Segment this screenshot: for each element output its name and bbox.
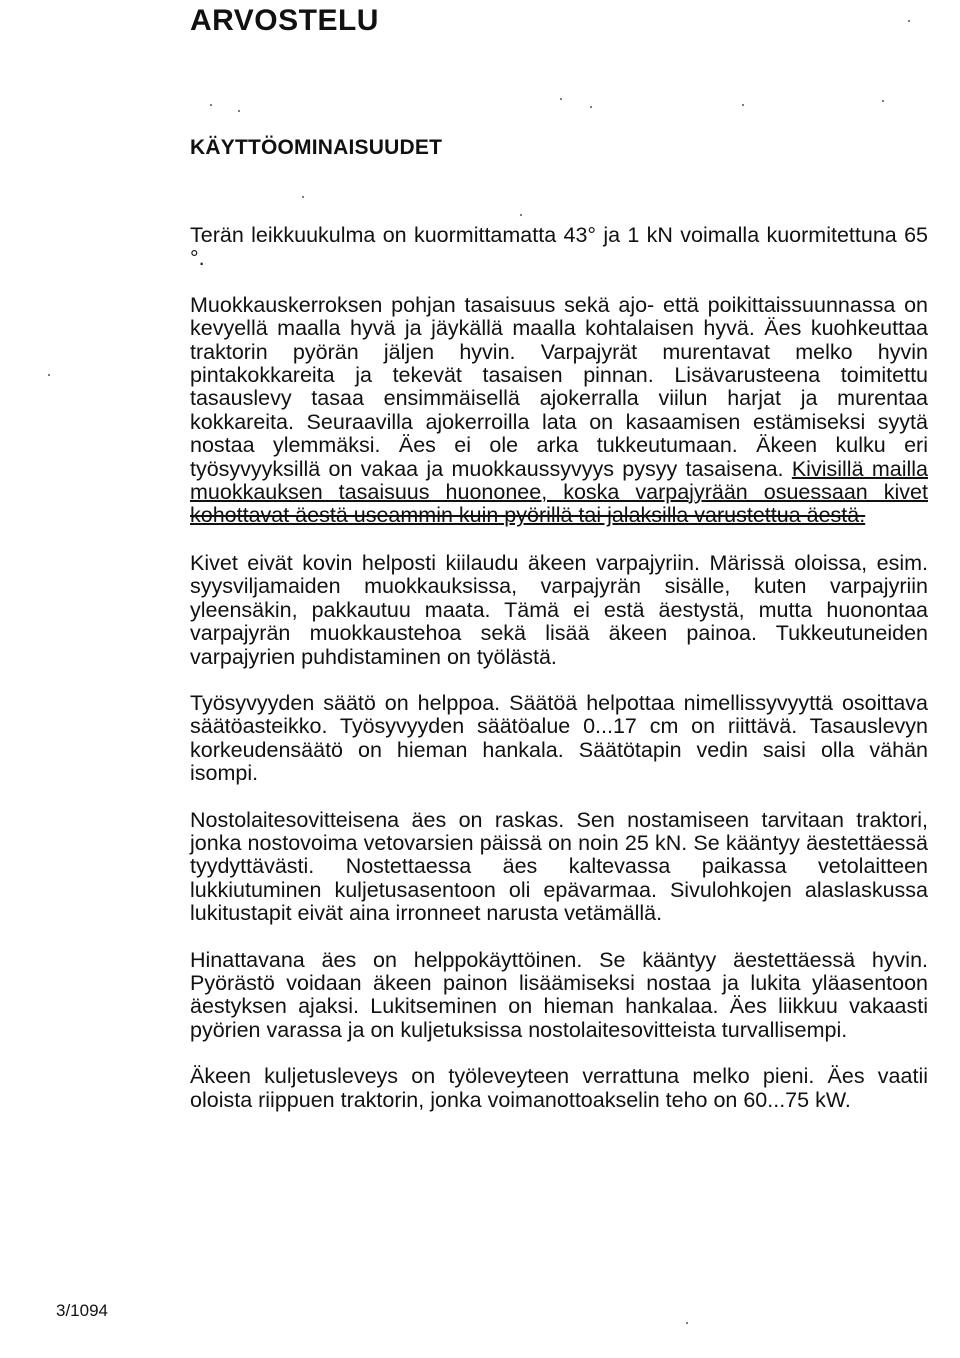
scan-speck [686,1322,688,1324]
paragraph-trailed-version [190,949,928,1043]
scan-speck [210,104,212,106]
paragraph-text: Kivet eivät kovin helposti kiilaudu äkeen varpajyriin. Märissä oloissa, esim. syysviljamaiden muokkauksissa, varpajyrän sisälle, kuten varpajyriin yleensäkin, pakkautuu maata. Tämä ei estä äestystä, mutta huonontaa varpajyrän muokkaustehoa sekä lisää äkeen painoa. Tukkeutuneiden varpajyrien puhdistaminen on työlästä. [190,550,928,669]
paragraph-depth-adjustment [190,692,928,786]
paragraph-stones [190,552,928,669]
paragraph-text: Äkeen kuljetusleveys on työleveyteen verrattuna melko pieni. Äes vaatii oloista riippuen traktorin, jonka voimanottoakselin teho on 60...75 kW. [190,1064,928,1112]
scan-speck [238,110,240,112]
scan-speck [302,196,304,198]
paragraph-tillage-evenness [190,294,928,528]
page-number: 3/1094 [56,1301,108,1320]
scan-speck [590,106,592,108]
scan-speck [520,214,522,216]
scan-speck [48,374,50,376]
paragraph-text: Nostolaitesovitteisena äes on raskas. Sen nostamiseen tarvitaan traktori, jonka nostovoima vetovarsien päissä on noin 25 kN. Se kääntyy äestettäessä tyydyttävästi. Nostettaessa äes kaltevassa paikassa vetolaitteen lukkiutuminen kuljetusasentoon oli epävarmaa. Sivulohkojen alaslaskussa lukitustapit eivät aina irronneet narusta vetämällä. [190,807,928,926]
paragraph-blade-angle [190,224,928,271]
paragraph-text: Muokkauskerroksen pohjan tasaisuus sekä ajo- että poikittaissuunnassa on kevyellä maalla hyvä ja jäykällä maalla kohtalaisen hyvä. Äes kuohkeuttaa traktorin pyörän jäljen hyvin. Varpajyrät murentavat melko hyvin pintakokkareita ja tekevät tasaisen pinnan. Lisävarusteena toimitettu tasauslevy tasaa ensimmäisellä ajokerralla viilun harjat ja murentaa kokkareita. Seuraavilla ajokerroilla lata on kasaamisen estämiseksi syytä nostaa ylemmäksi. Äes ei ole arka tukkeutumaan. Äkeen kulku eri työsyvyyksillä on vakaa ja muokkaussyvyys pysyy tasaisena. [190,292,928,481]
underlined-text: Kivisillä mailla muokkauksen tasaisuus huononee, koska varpajyrään osuessaan kivet [190,456,928,505]
document-body [190,224,928,1135]
document-title: ARVOSTELU [190,4,379,37]
scan-speck [742,104,744,106]
scan-speck [882,100,884,102]
paragraph-transport-width [190,1065,928,1112]
paragraph-text: Terän leikkuukulma on kuormittamatta 43° ja 1 kN voimalla kuormitettuna 65 °. [190,223,928,271]
paragraph-text: Työsyvyyden säätö on helppoa. Säätöä helpottaa nimellissyvyyttä osoittava säätöasteikko. Työsyvyyden säätöalue 0...17 cm on riittävä. Tasauslevyn korkeudensäätö on hieman hankala. Säätötapin vedin saisi olla vähän isompi. [190,690,928,786]
paragraph-mounted-version [190,809,928,926]
scan-speck [560,98,562,100]
scan-speck [908,20,910,22]
paragraph-text: Hinattavana äes on helppokäyttöinen. Se kääntyy äestettäessä hyvin. Pyörästö voidaan äkeen painon lisäämiseksi nostaa ja lukita yläasentoon äestyksen ajaksi. Lukitseminen on hieman hankalaa. Äes liikkuu vakaasti pyörien varassa ja on kuljetuksissa nostolaitesovitteista turvallisempi. [190,947,928,1042]
section-heading: KÄYTTÖOMINAISUUDET [190,136,443,159]
struck-through-text: kohottavat äestä useammin kuin pyörillä tai jalaksilla varustettua äestä. [190,503,866,528]
